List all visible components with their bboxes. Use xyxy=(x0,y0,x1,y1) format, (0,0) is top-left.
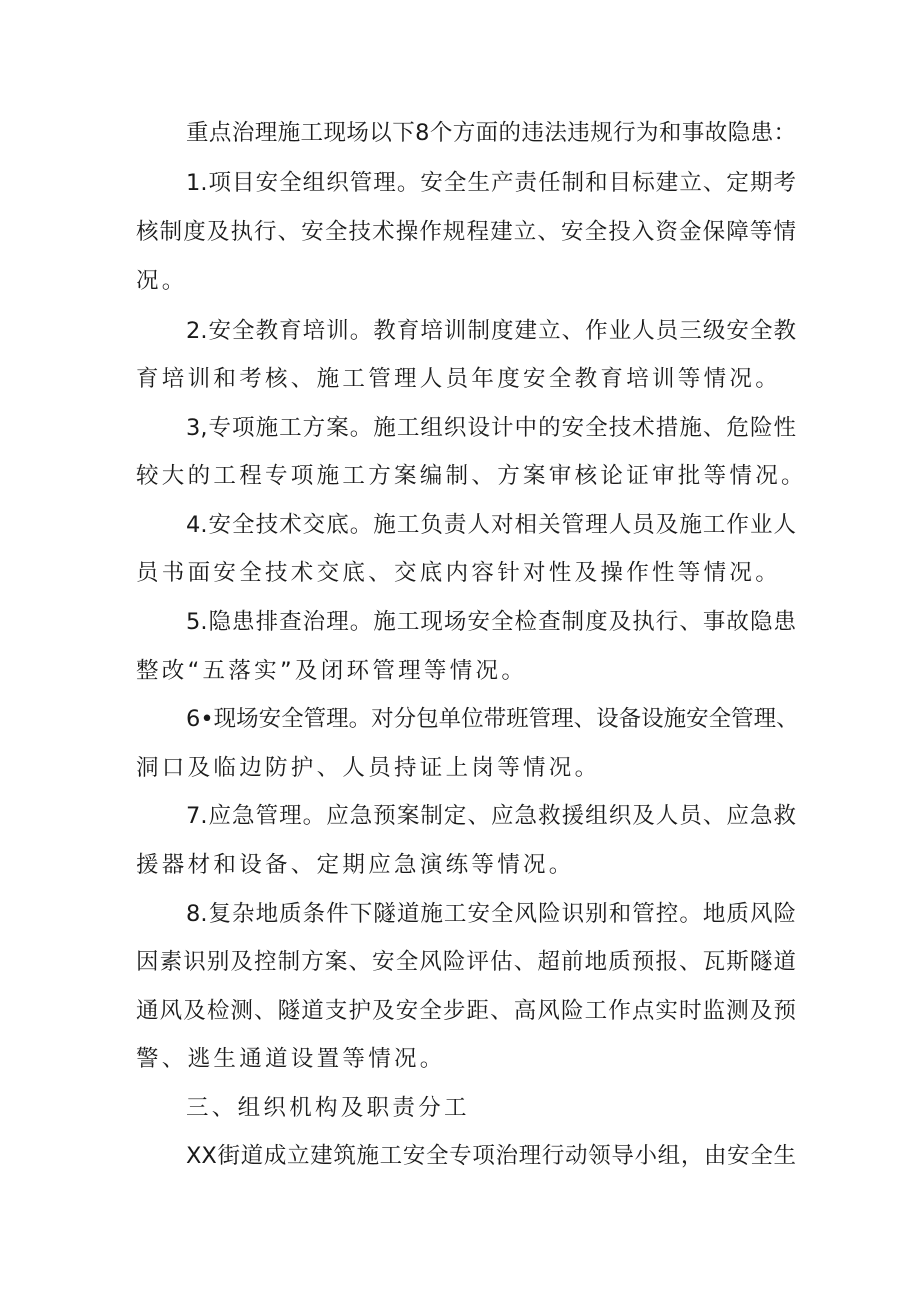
item-8-line: 因素识别及控制方案、安全风险评估、超前地质预报、瓦斯隧道 xyxy=(136,949,796,975)
item-5-line: 5.隐患排查治理。施工现场安全检查制度及执行、事故隐患 xyxy=(186,609,796,635)
intro-paragraph-line: 重点治理施工现场以下8个方面的违法违规行为和事故隐患： xyxy=(186,120,796,146)
item-3-line: 3,专项施工方案。施工组织设计中的安全技术措施、危险性 xyxy=(186,415,796,441)
item-2-line: 育培训和考核、施工管理人员年度安全教育培训等情况。 xyxy=(136,366,782,392)
item-1-line: 况。 xyxy=(136,268,188,294)
item-1-line: 1.项目安全组织管理。安全生产责任制和目标建立、定期考 xyxy=(186,170,796,196)
item-8-line: 通风及检测、隧道支护及安全步距、高风险工作点实时监测及预 xyxy=(136,998,796,1024)
item-4-line: 员书面安全技术交底、交底内容针对性及操作性等情况。 xyxy=(136,560,782,586)
section-heading: 三、组织机构及职责分工 xyxy=(186,1095,470,1121)
item-5-line: 整改“五落实”及闭环管理等情况。 xyxy=(136,658,528,684)
item-6-line: 洞口及临边防护、人员持证上岗等情况。 xyxy=(136,755,601,781)
item-8-line: 警、逃生通道设置等情况。 xyxy=(136,1046,446,1072)
item-7-line: 援器材和设备、定期应急演练等情况。 xyxy=(136,852,575,878)
item-7-line: 7.应急管理。应急预案制定、应急救援组织及人员、应急救 xyxy=(186,803,796,829)
body-paragraph-line: XX街道成立建筑施工安全专项治理行动领导小组，由安全生 xyxy=(186,1143,796,1169)
item-6-line: 6•现场安全管理。对分包单位带班管理、设备设施安全管理、 xyxy=(186,706,799,732)
item-8-line: 8.复杂地质条件下隧道施工安全风险识别和管控。地质风险 xyxy=(186,901,796,927)
item-3-line: 较大的工程专项施工方案编制、方案审核论证审批等情况。 xyxy=(136,463,807,489)
item-4-line: 4.安全技术交底。施工负责人对相关管理人员及施工作业人 xyxy=(186,512,796,538)
item-2-line: 2.安全教育培训。教育培训制度建立、作业人员三级安全教 xyxy=(186,318,796,344)
item-1-line: 核制度及执行、安全技术操作规程建立、安全投入资金保障等情 xyxy=(136,219,796,245)
